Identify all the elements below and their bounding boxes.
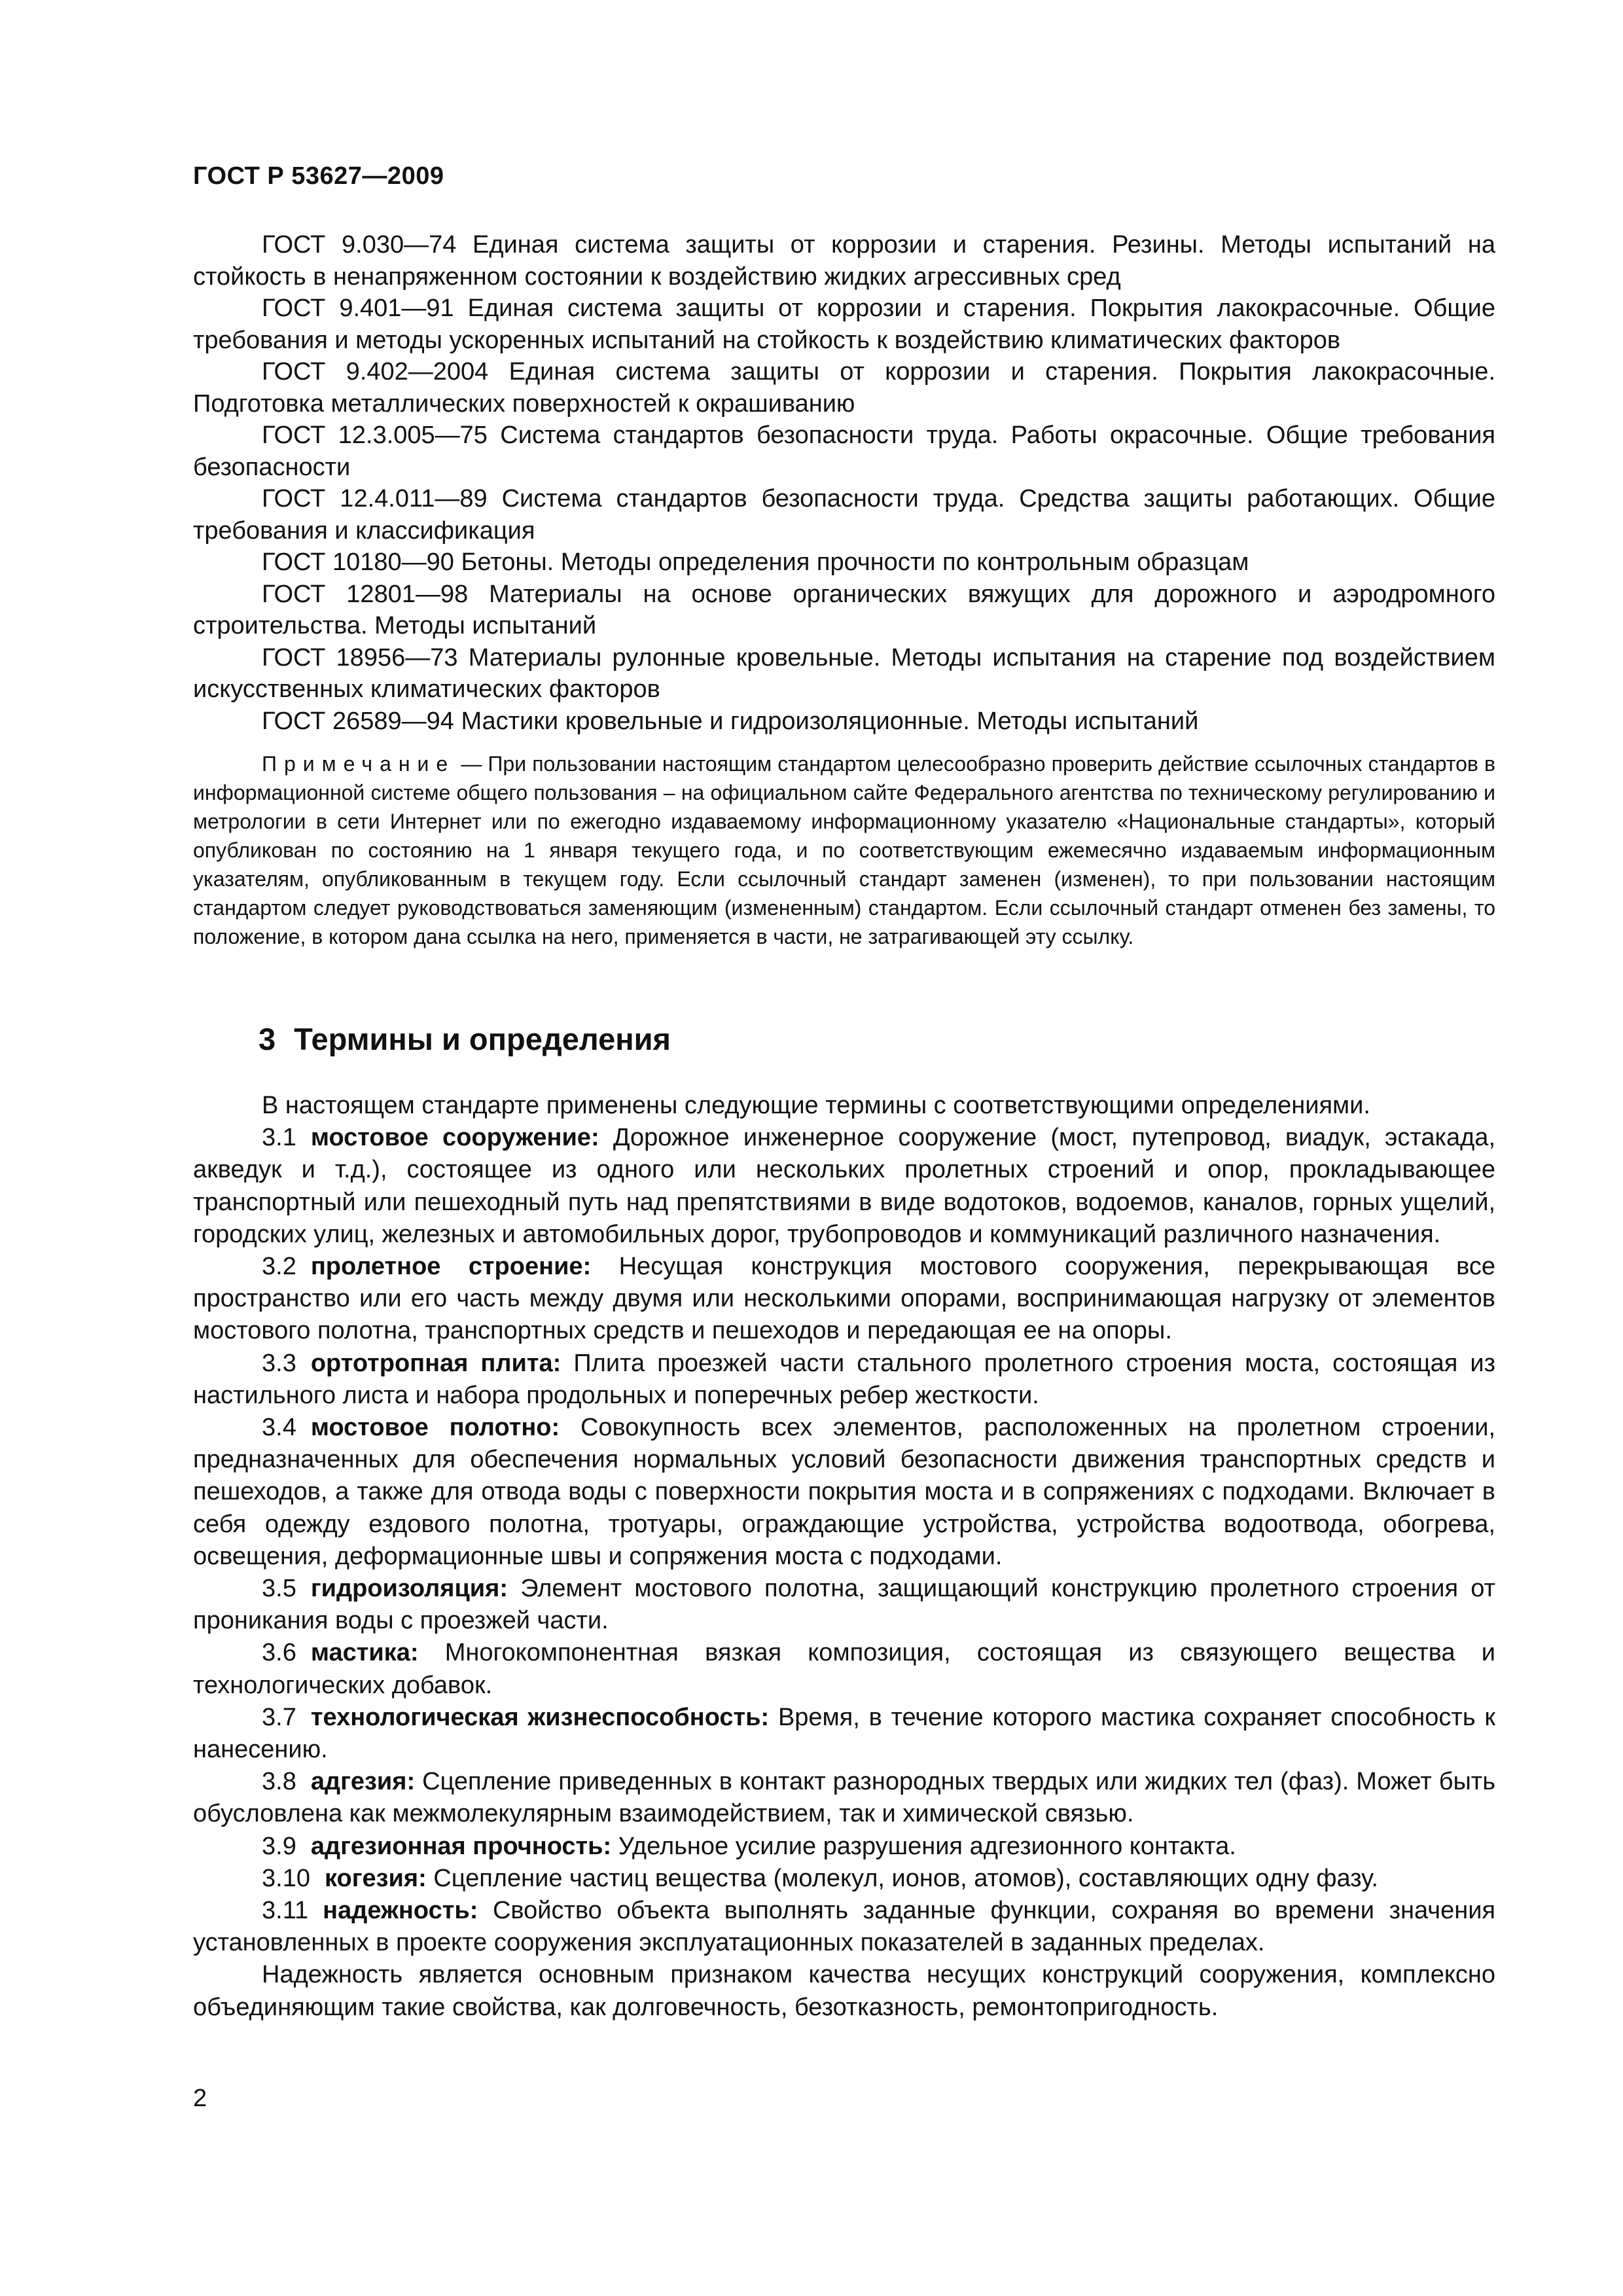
term-number: 3.4 [262, 1414, 296, 1442]
reference-item: ГОСТ 12801—98 Материалы на основе органических вяжущих для дорожного и аэродромного строительства. Методы испытаний [193, 580, 1495, 639]
reference-item: ГОСТ 9.402—2004 Единая система защиты от коррозии и старения. Покрытия лакокрасочные. Подготовка металлических поверхностей к окрашиванию [193, 358, 1495, 418]
term-name: ортотропная плита: [310, 1349, 562, 1377]
term-name: гидроизоляция: [310, 1575, 508, 1603]
closing-paragraph: Надежность является основным признаком качества несущих конструкций сооружения, комплексно объединяющим такие свойства, как долговечность, безотказность, ремонтопригодность. [193, 1961, 1495, 2021]
term-definition [193, 1637, 1495, 1701]
term-name: мостовое полотно: [310, 1414, 560, 1442]
reference-item: ГОСТ 26589—94 Мастики кровельные и гидроизоляционные. Методы испытаний [262, 707, 1199, 735]
section-title-text: Термины и определения [294, 1022, 671, 1056]
term-text: Сцепление приведенных в контакт разнородных твердых или жидких тел (фаз). Может быть обусловлена как межмолекулярным взаимодействием, так и химической связью. [193, 1768, 1495, 1828]
section-heading [259, 1021, 671, 1057]
term-number: 3.6 [262, 1639, 296, 1667]
note-text: — При пользовании настоящим стандартом целесообразно проверить действие ссылочных стандартов в информационной системе общего пользования – на официальном сайте Федерального агентства по техническому регулированию и метрологии в сети Интернет или по ежегодно издаваемому информационному указателю «Национальные стандарты», который опубликован по состоянию на 1 января текущего года, и по соответствующим ежемесячно издаваемым информационным указателям, опубликованным в текущем году. Если ссылочный стандарт заменен (изменен), то при пользовании настоящим стандартом следует руководствоваться заменяющим (измененным) стандартом. Если ссылочный стандарт отменен без замены, то положение, в котором дана ссылка на него, применяется в части, не затрагивающей эту ссылку. [193, 752, 1495, 948]
term-definition [193, 1863, 1495, 1895]
terms-section-body [193, 1090, 1495, 2024]
term-definition [193, 1895, 1495, 1959]
term-name: адгезионная прочность: [310, 1832, 612, 1860]
reference-item: ГОСТ 9.030—74 Единая система защиты от коррозии и старения. Резины. Методы испытаний на стойкость в ненапряженном состоянии к воздействию жидких агрессивных сред [193, 231, 1495, 291]
term-text: Время, в течение которого мастика сохраняет способность к нанесению. [193, 1703, 1496, 1764]
term-text: Сцепление частиц вещества (молекул, ионов, атомов), составляющих одну фазу. [426, 1864, 1378, 1892]
term-definition [193, 1702, 1495, 1766]
term-number: 3.10 [262, 1864, 310, 1892]
reference-item: ГОСТ 18956—73 Материалы рулонные кровельные. Методы испытания на старение под воздействием искусственных климатических факторов [193, 643, 1495, 703]
term-name: мастика: [310, 1639, 419, 1667]
term-name: адгезия: [310, 1768, 416, 1796]
term-name: технологическая жизнеспособность: [310, 1703, 770, 1731]
term-number: 3.11 [262, 1897, 309, 1925]
reference-item: ГОСТ 12.3.005—75 Система стандартов безопасности труда. Работы окрасочные. Общие требования безопасности [193, 422, 1495, 481]
term-definition [193, 1573, 1495, 1637]
section-number: 3 [259, 1022, 276, 1056]
term-number: 3.5 [262, 1575, 296, 1603]
term-number: 3.9 [262, 1832, 296, 1860]
term-text: Свойство объекта выполнять заданные функции, сохраняя во времени значения установленных в проекте сооружения эксплуатационных показателей в заданных пределах. [193, 1897, 1495, 1957]
term-name: мостовое сооружение: [310, 1124, 599, 1152]
note-label: Примечание [262, 752, 455, 776]
term-definition [193, 1412, 1495, 1573]
term-name: когезия: [324, 1864, 427, 1892]
term-definition [193, 1251, 1495, 1348]
page-number: 2 [193, 2085, 207, 2112]
term-name: надежность: [323, 1897, 478, 1925]
term-text: Плита проезжей части стального пролетного строения моста, состоящая из настильного листа и набора продольных и поперечных ребер жесткости. [193, 1349, 1495, 1409]
term-definition [193, 1348, 1495, 1412]
reference-item: ГОСТ 10180—90 Бетоны. Методы определения прочности по контрольным образцам [262, 548, 1249, 576]
term-definition [193, 1766, 1495, 1830]
reference-item: ГОСТ 12.4.011—89 Система стандартов безопасности труда. Средства защиты работающих. Общие требования и классификация [193, 485, 1495, 545]
normative-references-list [193, 229, 1495, 737]
term-text: Элемент мостового полотна, защищающий конструкцию пролетного строения от проникания воды с проезжей части. [193, 1575, 1495, 1635]
term-number: 3.2 [262, 1253, 296, 1281]
term-name: пролетное строение: [310, 1253, 592, 1281]
term-text: Многокомпонентная вязкая композиция, состоящая из связующего вещества и технологических добавок. [193, 1639, 1495, 1699]
document-number-header: ГОСТ Р 53627—2009 [193, 162, 444, 190]
term-number: 3.8 [262, 1768, 296, 1796]
reference-item: ГОСТ 9.401—91 Единая система защиты от коррозии и старения. Покрытия лакокрасочные. Общие требования и методы ускоренных испытаний на стойкость к воздействию климатических факторов [193, 295, 1495, 354]
note-block [193, 749, 1495, 951]
term-number: 3.1 [262, 1124, 296, 1152]
term-definition [193, 1122, 1495, 1251]
term-definition [193, 1831, 1495, 1863]
term-text: Совокупность всех элементов, расположенных на пролетном строении, предназначенных для обеспечения нормальных условий безопасности движения транспортных средств и пешеходов, а также для отвода воды с поверхности покрытия моста и в сопряжениях с подходами. Включает в себя одежду ездового полотна, тротуары, ограждающие устройства, устройства водоотвода, обогрева, освещения, деформационные швы и сопряжения моста с подходами. [193, 1414, 1495, 1570]
term-number: 3.7 [262, 1703, 296, 1731]
term-text: Несущая конструкция мостового сооружения, перекрывающая все пространство или его часть между двумя или несколькими опорами, воспринимающая нагрузку от элементов мостового полотна, транспортных средств и пешеходов и передающая ее на опоры. [193, 1253, 1496, 1345]
section-intro: В настоящем стандарте применены следующие термины с соответствующими определениями. [262, 1092, 1370, 1119]
term-number: 3.3 [262, 1349, 296, 1377]
term-text: Удельное усилие разрушения адгезионного контакта. [611, 1832, 1236, 1860]
term-text: Дорожное инженерное сооружение (мост, путепровод, виадук, эстакада, акведук и т.д.), состоящее из одного или нескольких пролетных строений и опор, прокладывающее транспортный или пешеходный путь над препятствиями в виде водотоков, водоемов, каналов, горных ущелий, городских улиц, железных и автомобильных дорог, трубопроводов и коммуникаций различного назначения. [193, 1124, 1495, 1248]
